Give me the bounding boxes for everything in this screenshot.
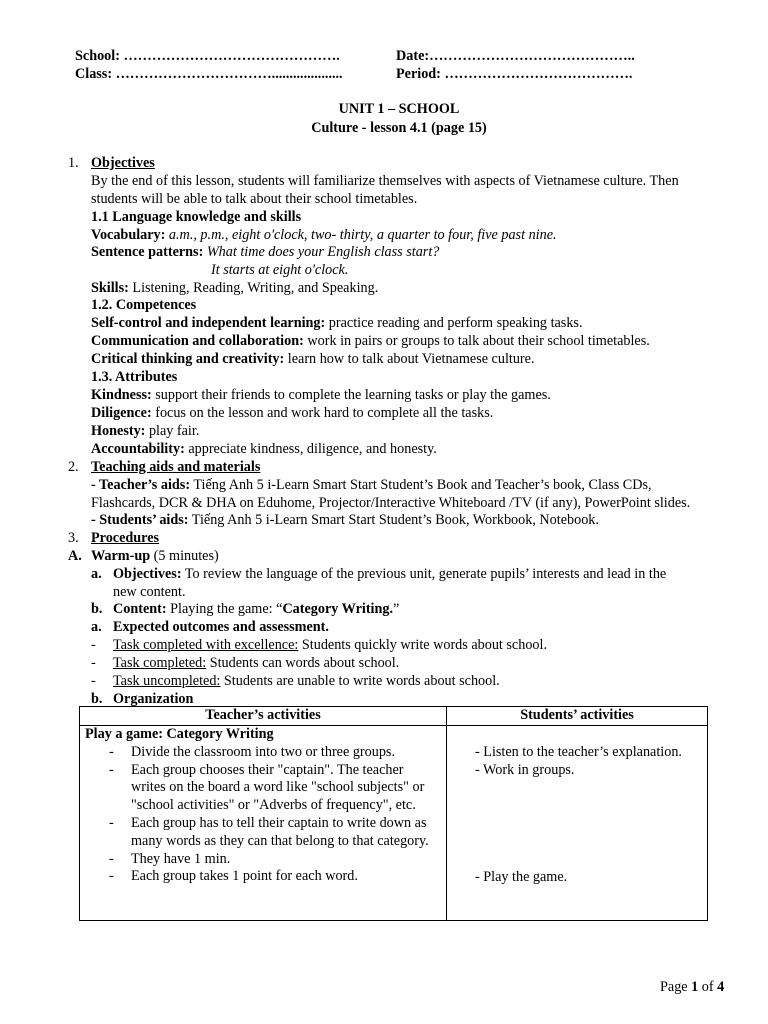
competence-text: learn how to talk about Vietnamese culture.	[287, 351, 535, 367]
page-word: Page	[660, 979, 688, 995]
page-footer	[660, 979, 724, 997]
dash: -	[109, 868, 114, 885]
attribute-label: Accountability:	[91, 441, 185, 457]
warmup-heading: Warm-up	[91, 548, 151, 564]
dash: -	[91, 655, 96, 671]
organization-heading: Organization	[113, 691, 194, 707]
item-letter: a.	[91, 619, 102, 635]
teacher-activity-item	[85, 851, 441, 869]
warmup-time: (5 minutes)	[153, 548, 219, 564]
competence-communication	[91, 333, 650, 351]
students-activities-header: Students’ activities	[447, 707, 708, 726]
game-title: Play a game: Category Writing	[85, 726, 274, 742]
student-aids-text: Tiếng Anh 5 i-Learn Smart Start Student’s Book, Workbook, Notebook.	[191, 512, 599, 528]
lesson-title: Culture - lesson 4.1 (page 15)	[311, 120, 487, 136]
teacher-activity-text: They have 1 min.	[131, 850, 231, 867]
task-uncompleted-label: Task uncompleted:	[113, 673, 221, 689]
section-number: 2.	[68, 459, 79, 475]
warmup-content-end: ”	[393, 601, 400, 617]
student-aids-label: - Students’ aids:	[91, 512, 189, 528]
task-completed-text: Students can words about school.	[209, 655, 400, 671]
expected-outcomes-heading: Expected outcomes and assessment.	[113, 619, 329, 635]
part-letter: A.	[68, 548, 82, 564]
competence-label: Critical thinking and creativity:	[91, 351, 285, 367]
attribute-label: Diligence:	[91, 405, 152, 421]
warmup-objectives-text: To review the language of the previous unit, generate pupils’ interests and lead in the	[184, 566, 667, 582]
objectives-intro-1: By the end of this lesson, students will familiarize themselves with aspects of Vietnamese culture. Then	[91, 173, 679, 189]
teacher-activity-item	[85, 868, 441, 886]
warmup-content-text: Playing the game: “	[170, 601, 283, 617]
competence-label: Self-control and independent learning:	[91, 315, 326, 331]
attribute-label: Kindness:	[91, 387, 152, 403]
sentence-pattern-question: What time does your English class start?	[206, 244, 440, 260]
teacher-activity-text: Each group chooses their "captain". The teacher writes on the board a word like "school subjects" or "school activities" or "Adverbs of frequency", etc.	[131, 761, 425, 814]
dash: -	[109, 850, 114, 867]
attribute-accountability	[91, 441, 437, 459]
skills-line	[91, 280, 378, 298]
competence-text: practice reading and perform speaking tasks.	[328, 315, 583, 331]
attribute-text: support their friends to complete the learning tasks or play the games.	[155, 387, 551, 403]
attribute-text: focus on the lesson and work hard to complete all the tasks.	[155, 405, 494, 421]
item-letter: b.	[91, 691, 103, 707]
vocabulary-label: Vocabulary:	[91, 227, 166, 243]
vocabulary-line	[91, 227, 557, 245]
student-activity-item: - Work in groups.	[475, 761, 575, 778]
warmup-objectives-text-2: new content.	[113, 584, 186, 600]
objectives-intro-2: students will be able to talk about their school timetables.	[91, 191, 418, 207]
table-row	[80, 726, 708, 921]
warmup-content-line	[113, 601, 399, 619]
attribute-diligence	[91, 405, 493, 423]
teacher-activities-header: Teacher’s activities	[80, 707, 447, 726]
warmup-game-name: Category Writing.	[282, 601, 394, 617]
competence-self-control	[91, 315, 583, 333]
warmup-objectives-line	[113, 566, 666, 584]
task-excellence-label: Task completed with excellence:	[113, 637, 299, 653]
competence-critical-thinking	[91, 351, 535, 369]
date-field: Date:……………………………………..	[396, 48, 635, 64]
teacher-aids-label: - Teacher’s aids:	[91, 477, 191, 493]
task-uncompleted-line	[113, 673, 500, 691]
subheading-attributes: 1.3. Attributes	[91, 369, 178, 385]
task-completed-label: Task completed:	[113, 655, 207, 671]
skills-text: Listening, Reading, Writing, and Speaking.	[132, 280, 379, 296]
teacher-activity-text: Each group takes 1 point for each word.	[131, 868, 358, 885]
vocabulary-text: a.m., p.m., eight o'clock, two- thirty, a quarter to four, five past nine.	[168, 227, 557, 243]
aids-heading: Teaching aids and materials	[91, 459, 261, 475]
teacher-activity-text: Each group has to tell their captain to write down as many words as they can that belong to that category.	[131, 814, 429, 849]
subheading-competences: 1.2. Competences	[91, 297, 197, 313]
dash: -	[109, 761, 114, 778]
unit-title: UNIT 1 – SCHOOL	[338, 101, 460, 117]
sentence-patterns-line	[91, 244, 439, 262]
warmup-content-label: Content:	[113, 601, 167, 617]
student-activity-item: - Listen to the teacher’s explanation.	[475, 744, 682, 760]
attribute-label: Honesty:	[91, 423, 146, 439]
activities-table	[79, 706, 708, 921]
student-aids-line	[91, 512, 599, 530]
sentence-patterns-label: Sentence patterns:	[91, 244, 204, 260]
task-excellence-text: Students quickly write words about school.	[301, 637, 547, 653]
dash: -	[109, 814, 114, 831]
of-word: of	[701, 979, 714, 995]
teacher-aids-text: Tiếng Anh 5 i-Learn Smart Start Student’s Book and Teacher’s book, Class CDs,	[193, 477, 652, 493]
teacher-activity-item	[85, 762, 441, 815]
task-completed-line	[113, 655, 399, 673]
subheading-language: 1.1 Language knowledge and skills	[91, 209, 302, 225]
warmup-heading-line	[91, 548, 219, 566]
attribute-text: appreciate kindness, diligence, and honesty.	[188, 441, 437, 457]
period-field: Period: ………………………………….	[396, 66, 633, 82]
table-header-row	[80, 707, 708, 726]
warmup-objectives-label: Objectives:	[113, 566, 182, 582]
attribute-kindness	[91, 387, 551, 405]
teacher-activity-text: Divide the classroom into two or three groups.	[131, 743, 395, 760]
dash: -	[109, 743, 114, 760]
section-number: 3.	[68, 530, 79, 546]
attribute-text: play fair.	[148, 423, 200, 439]
sentence-pattern-answer: It starts at eight o'clock.	[211, 262, 349, 278]
competence-label: Communication and collaboration:	[91, 333, 304, 349]
objectives-heading: Objectives	[91, 155, 155, 171]
teacher-activity-item	[85, 815, 441, 851]
section-number: 1.	[68, 155, 79, 171]
procedures-heading: Procedures	[91, 530, 160, 546]
student-activity-item: - Play the game.	[475, 868, 568, 885]
teacher-activity-item	[85, 744, 441, 762]
competence-text: work in pairs or groups to talk about their school timetables.	[307, 333, 650, 349]
page-number: 1	[691, 979, 699, 995]
page-total: 4	[717, 979, 725, 995]
class-field: Class: ……………………………....................	[75, 66, 343, 82]
teacher-aids-line	[91, 477, 652, 495]
attribute-honesty	[91, 423, 199, 441]
dash: -	[91, 673, 96, 689]
item-letter: b.	[91, 601, 103, 617]
school-field: School: ……………………………………….	[75, 48, 340, 64]
teacher-activities-cell	[80, 726, 447, 921]
skills-label: Skills:	[91, 280, 129, 296]
students-activities-cell	[447, 726, 708, 921]
teacher-aids-text-2: Flashcards, DCR & DHA on Eduhome, Projector/Interactive Whiteboard /TV (if any), PowerPoint slides.	[91, 495, 691, 511]
task-uncompleted-text: Students are unable to write words about school.	[223, 673, 500, 689]
dash: -	[91, 637, 96, 653]
item-letter: a.	[91, 566, 102, 582]
task-excellence-line	[113, 637, 547, 655]
